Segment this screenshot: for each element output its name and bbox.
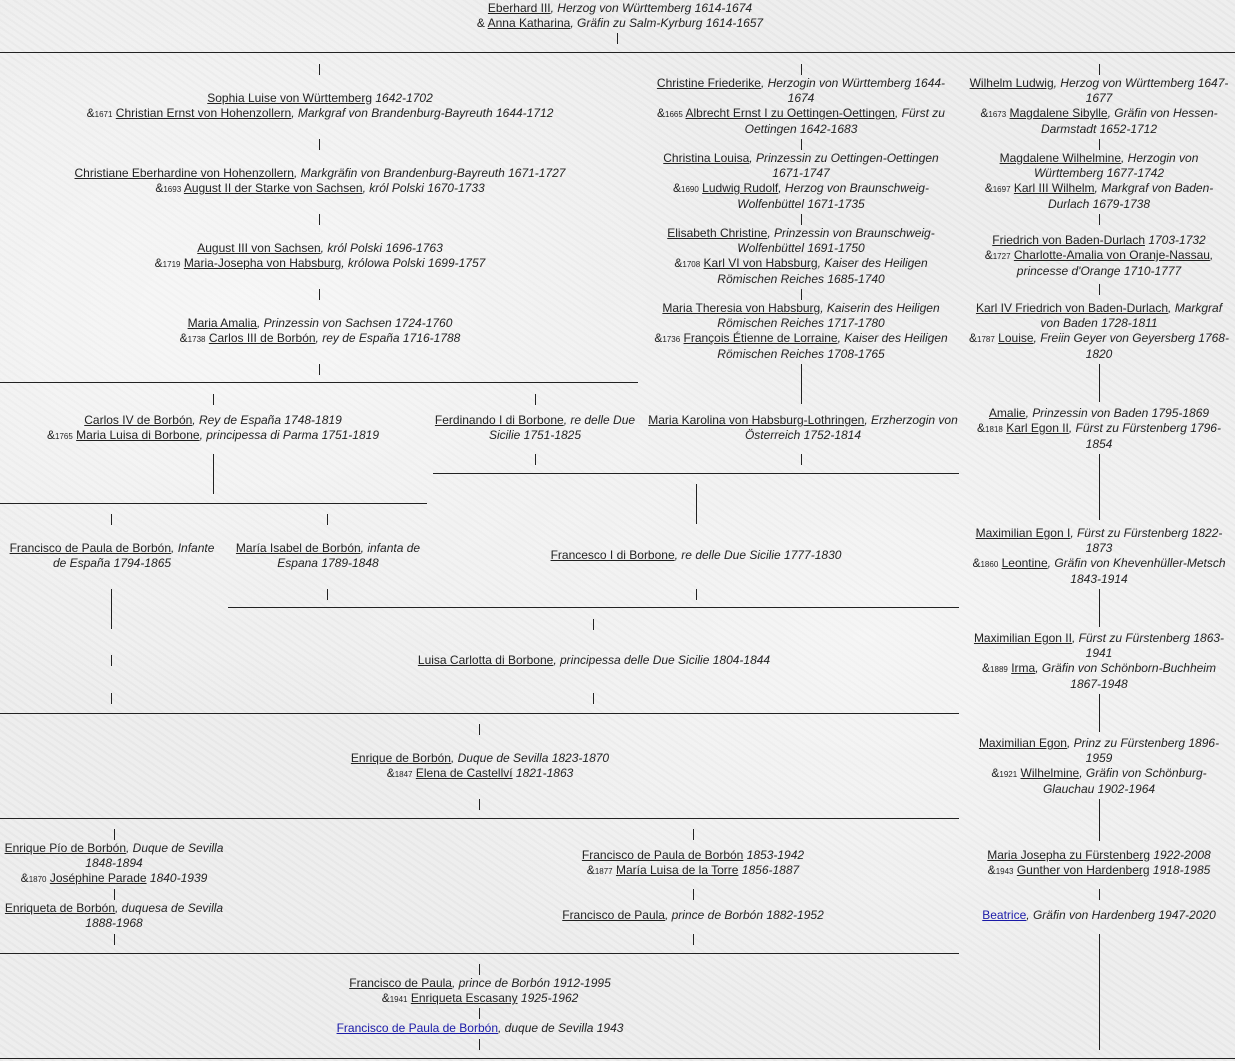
person-block: [228, 541, 428, 571]
person-link[interactable]: Francisco de Paula: [349, 976, 452, 990]
person-desc: 1918-1985: [1149, 863, 1211, 877]
marriage-symbol: &: [20, 871, 29, 885]
generation-divider: [0, 713, 959, 714]
generation-divider: [0, 382, 638, 383]
person-block: [650, 301, 952, 362]
marriage-year: 1889: [990, 665, 1008, 674]
person-block: [40, 166, 600, 197]
person-link[interactable]: Amalie: [988, 406, 1026, 420]
connector-line: [696, 484, 697, 524]
generation-divider: [0, 953, 959, 954]
person-link[interactable]: María Isabel de Borbón: [235, 541, 361, 555]
person-desc: , Infante de España 1794-1865: [52, 541, 215, 570]
person-link[interactable]: Luisa Carlotta di Borbone: [417, 653, 554, 667]
person-desc: , Prinzessin zu Oettingen-Oettingen 1671-1747: [749, 151, 939, 180]
person-block: [20, 413, 406, 444]
connector-line: [114, 889, 115, 900]
connector-line: [801, 364, 802, 404]
person-link[interactable]: Christine Friederike: [656, 76, 761, 90]
connector-line: [693, 889, 694, 900]
person-desc: , król Polski 1670-1733: [362, 181, 485, 195]
person-link[interactable]: Magdalene Sibylle: [1009, 106, 1108, 120]
person-desc: 1642-1702: [372, 91, 433, 105]
marriage-year: 1943: [995, 867, 1014, 876]
person-link[interactable]: Christiane Eberhardine von Hohenzollern: [74, 166, 294, 180]
person-link[interactable]: Karl Egon II: [1006, 421, 1069, 435]
marriage-symbol: &: [381, 991, 390, 1005]
marriage-year: 1708: [682, 260, 701, 269]
person-link[interactable]: Maria Josepha zu Fürstenberg: [987, 848, 1150, 862]
person-desc: 1821-1863: [512, 766, 574, 780]
person-link[interactable]: Maria Luisa di Borbone: [76, 428, 200, 442]
person-block: [968, 848, 1230, 879]
connector-line: [801, 289, 802, 300]
person-block: [650, 151, 952, 212]
person-desc: , duquesa de Sevilla 1888-1968: [85, 901, 224, 930]
person-link[interactable]: Maria Theresia von Habsburg: [662, 301, 821, 315]
person-link[interactable]: María Luisa de la Torre: [615, 863, 739, 877]
person-link[interactable]: August III von Sachsen: [197, 241, 321, 255]
person-link[interactable]: Maria-Josepha von Habsburg: [183, 256, 342, 270]
person-block-target: [290, 1021, 670, 1036]
connector-line: [319, 289, 320, 300]
connector-line: [327, 589, 328, 600]
generation-divider: [0, 503, 427, 504]
connector-line: [111, 655, 112, 666]
connector-line: [1099, 454, 1100, 520]
person-link[interactable]: Enrique Pío de Borbón: [4, 841, 126, 855]
person-desc: , Herzog von Braunschweig-Wolfenbüttel 1671-1735: [737, 181, 929, 211]
marriage-symbol: &: [386, 766, 395, 780]
person-desc: , Kaiserin des Heiligen Römischen Reiches 1717-1780: [717, 301, 940, 330]
person-block: [968, 76, 1230, 137]
connector-line: [1099, 284, 1100, 295]
person-block: [0, 901, 228, 931]
person-link[interactable]: Carlos III de Borbón: [208, 331, 316, 345]
marriage-year: 1787: [977, 335, 995, 344]
person-block: [968, 406, 1230, 452]
marriage-year: 1690: [681, 185, 699, 194]
person-link[interactable]: Enriqueta Escasany: [410, 991, 518, 1005]
generation-divider: [0, 52, 1235, 53]
connector-line: [693, 829, 694, 840]
person-block: [968, 233, 1230, 279]
person-desc: , Gräfin von Hessen-Darmstadt 1652-1712: [1040, 106, 1218, 136]
generation-divider: [0, 818, 959, 819]
generation-divider: [0, 1058, 1235, 1059]
person-link[interactable]: August II der Starke von Sachsen: [183, 181, 363, 195]
person-desc: 1853-1942: [743, 848, 805, 862]
connector-line: [213, 394, 214, 405]
connector-line: [319, 64, 320, 75]
person-desc: , Herzogin von Württemberg 1644-1674: [760, 76, 946, 105]
person-desc: , prince de Borbón 1912-1995: [451, 976, 611, 990]
person-desc: , principessa delle Due Sicilie 1804-1844: [553, 653, 771, 667]
person-link[interactable]: Christina Louisa: [663, 151, 750, 165]
connector-line: [1099, 934, 1100, 1050]
connector-line: [593, 693, 594, 704]
person-desc: , Erzherzogin von Österreich 1752-1814: [744, 413, 958, 442]
person-block-root: [440, 1, 800, 31]
person-desc: 1925-1962: [517, 991, 579, 1005]
person-desc: , Fürst zu Fürstenberg 1796-1854: [1068, 421, 1221, 451]
person-link-highlighted[interactable]: Francisco de Paula de Borbón: [336, 1021, 498, 1035]
marriage-symbol: &: [982, 661, 991, 675]
connector-line: [693, 934, 694, 945]
person-desc: , Gräfin von Schönborn-Buchheim 1867-1948: [1035, 661, 1216, 691]
connector-line: [479, 799, 480, 810]
person-link[interactable]: Maximilian Egon I: [975, 526, 1071, 540]
person-link[interactable]: Francesco I di Borbone: [550, 548, 675, 562]
marriage-year: 1877: [594, 867, 613, 876]
person-desc: , principessa di Parma 1751-1819: [199, 428, 379, 442]
person-link[interactable]: Francisco de Paula: [562, 908, 665, 922]
connector-line: [1099, 64, 1100, 75]
connector-line: [535, 454, 536, 465]
connector-line: [593, 619, 594, 630]
person-desc: , Gräfin zu Salm-Kyrburg 1614-1657: [570, 16, 764, 30]
person-desc: , Markgraf von Baden-Durlach 1679-1738: [1047, 181, 1214, 211]
person-desc: , Prinz zu Fürstenberg 1896-1959: [1066, 736, 1220, 765]
person-desc: , Rey de España 1748-1819: [192, 413, 342, 427]
connector-line: [1099, 589, 1100, 627]
person-desc: , Fürst zu Fürstenberg 1863-1941: [1071, 631, 1225, 660]
marriage-symbol: &: [47, 428, 56, 442]
person-desc: , Herzog von Württemberg 1614-1674: [550, 1, 753, 15]
person-link[interactable]: Carlos IV de Borbón: [84, 413, 193, 427]
person-link[interactable]: Anna Katharina: [487, 16, 571, 30]
person-block: [2, 541, 222, 571]
person-link[interactable]: Maria Karolina von Habsburg-Lothringen: [648, 413, 865, 427]
marriage-symbol: &: [984, 181, 993, 195]
marriage-year: 1727: [992, 252, 1011, 261]
person-desc: , Freiin Geyer von Geyersberg 1768-1820: [1033, 331, 1229, 361]
person-link[interactable]: Louise: [998, 331, 1034, 345]
person-link[interactable]: Karl VI von Habsburg: [703, 256, 818, 270]
marriage-symbol: &: [977, 421, 986, 435]
person-desc: , re delle Due Sicilie 1751-1825: [488, 413, 636, 442]
connector-line: [1099, 694, 1100, 732]
connector-line: [479, 964, 480, 975]
person-desc: , Kaiser des Heiligen Römischen Reiches 1685-1740: [717, 256, 928, 286]
person-link[interactable]: Maria Amalia: [187, 316, 257, 330]
person-desc: , Herzogin von Württemberg 1677-1742: [1033, 151, 1199, 180]
person-block: [60, 91, 580, 122]
person-link[interactable]: Elisabeth Christine: [667, 226, 768, 240]
person-desc: , re delle Due Sicilie 1777-1830: [674, 548, 842, 562]
connector-line: [1099, 889, 1100, 900]
connector-line: [1099, 799, 1100, 841]
person-link[interactable]: Maximilian Egon: [978, 736, 1067, 750]
connector-line: [617, 33, 618, 44]
connector-line: [114, 829, 115, 840]
connector-line: [1099, 139, 1100, 150]
person-block: [650, 226, 952, 287]
person-desc: , Gräfin von Khevenhüller-Metsch 1843-1914: [1047, 556, 1226, 586]
connector-line: [213, 454, 214, 494]
person-block: [496, 548, 896, 563]
person-block-target: [968, 908, 1230, 923]
person-block: [360, 653, 828, 668]
person-block: [968, 151, 1230, 212]
person-block: [520, 848, 866, 879]
person-link[interactable]: Karl IV Friedrich von Baden-Durlach: [975, 301, 1169, 315]
connector-line: [801, 454, 802, 465]
person-desc: , Fürst zu Oettingen 1642-1683: [744, 106, 945, 136]
person-block: [280, 751, 680, 782]
marriage-year: 1847: [394, 770, 413, 779]
person-link-highlighted[interactable]: Beatrice: [982, 908, 1027, 922]
generation-divider: [228, 607, 959, 608]
person-desc: , Prinzessin von Baden 1795-1869: [1025, 406, 1210, 420]
person-desc: 1922-2008: [1150, 848, 1211, 862]
person-link[interactable]: Eberhard III: [487, 1, 551, 15]
person-desc: , Markgräfin von Brandenburg-Bayreuth 1671-1727: [293, 166, 566, 180]
marriage-symbol: &: [654, 331, 663, 345]
person-link[interactable]: Wilhelm Ludwig: [969, 76, 1054, 90]
connector-line: [114, 934, 115, 945]
person-link[interactable]: Enrique de Borbón: [350, 751, 451, 765]
marriage-year: 1719: [162, 260, 181, 269]
person-desc: , Gräfin von Schönburg-Glauchau 1902-1964: [1042, 766, 1207, 796]
connector-line: [1099, 364, 1100, 402]
person-block: [430, 413, 640, 443]
connector-line: [1099, 214, 1100, 225]
person-desc: 1856-1887: [738, 863, 800, 877]
marriage-year: 1941: [389, 995, 408, 1004]
person-desc: , Duque de Sevilla 1848-1894: [85, 841, 224, 870]
generation-divider: [433, 473, 959, 474]
connector-line: [319, 139, 320, 150]
marriage-symbol: &: [987, 863, 996, 877]
person-desc: 1703-1732: [1145, 233, 1206, 247]
marriage-symbol: &: [586, 863, 595, 877]
person-desc: , duque de Sevilla 1943: [498, 1021, 624, 1035]
marriage-symbol: &: [969, 331, 978, 345]
marriage-symbol: &: [179, 331, 188, 345]
connector-line: [479, 1039, 480, 1050]
marriage-symbol: &: [154, 256, 163, 270]
person-link[interactable]: Irma: [1011, 661, 1036, 675]
person-line: [440, 1, 800, 16]
person-link[interactable]: François Étienne de Lorraine: [683, 331, 838, 345]
person-desc: , infanta de Espana 1789-1848: [277, 541, 421, 570]
person-link[interactable]: Wilhelmine: [1020, 766, 1080, 780]
person-link[interactable]: Friedrich von Baden-Durlach: [992, 233, 1145, 247]
person-link[interactable]: Francisco de Paula de Borbón: [581, 848, 744, 862]
connector-line: [535, 394, 536, 405]
spouse-line: [440, 16, 800, 31]
marriage-year: 1738: [187, 335, 206, 344]
marriage-year: 1665: [665, 110, 683, 119]
person-desc: , Gräfin von Hardenberg 1947-2020: [1026, 908, 1216, 922]
connector-line: [696, 589, 697, 600]
connector-line: [327, 514, 328, 525]
person-desc: 1840-1939: [146, 871, 208, 885]
person-desc: , Markgraf von Brandenburg-Bayreuth 1644-1712: [291, 106, 554, 120]
connector-line: [319, 364, 320, 375]
person-link[interactable]: Christian Ernst von Hohenzollern: [115, 106, 292, 120]
person-link[interactable]: Karl III Wilhelm: [1013, 181, 1095, 195]
marriage-symbol: &: [86, 106, 95, 120]
marriage-year: 1697: [992, 185, 1011, 194]
person-link[interactable]: Francisco de Paula de Borbón: [9, 541, 172, 555]
person-desc: , Prinzessin von Braunschweig-Wolfenbüttel 1691-1750: [737, 226, 935, 255]
person-link[interactable]: Ludwig Rudolf: [702, 181, 779, 195]
person-block: [100, 241, 540, 272]
person-link[interactable]: Maximilian Egon II: [973, 631, 1072, 645]
connector-line: [801, 64, 802, 75]
person-link[interactable]: Albrecht Ernst I zu Oettingen-Oettingen: [685, 106, 895, 120]
person-link[interactable]: Elena de Castellví: [415, 766, 513, 780]
person-link[interactable]: Gunther von Hardenberg: [1016, 863, 1150, 877]
marriage-year: 1860: [980, 560, 999, 569]
marriage-symbol: &: [657, 106, 666, 120]
connector-line: [801, 214, 802, 225]
connector-line: [801, 139, 802, 150]
person-block: [650, 76, 952, 137]
marriage-year: 1671: [94, 110, 113, 119]
marriage-year: 1673: [988, 110, 1007, 119]
marriage-symbol: &: [984, 248, 993, 262]
person-desc: , Kaiser des Heiligen Römischen Reiches 1708-1765: [717, 331, 948, 361]
person-desc: , prince de Borbón 1882-1952: [664, 908, 824, 922]
marriage-year: 1765: [55, 432, 73, 441]
marriage-symbol: &: [673, 181, 682, 195]
person-link[interactable]: Enriqueta de Borbón: [4, 901, 115, 915]
person-link[interactable]: Leontine: [1001, 556, 1048, 570]
person-desc: , Duque de Sevilla 1823-1870: [450, 751, 610, 765]
marriage-symbol: &: [476, 16, 488, 30]
marriage-year: 1870: [28, 875, 47, 884]
marriage-symbol: &: [155, 181, 164, 195]
person-desc: , Markgraf von Baden 1728-1811: [1040, 301, 1223, 330]
marriage-symbol: &: [980, 106, 989, 120]
connector-line: [479, 1008, 480, 1019]
connector-line: [319, 214, 320, 225]
marriage-year: 1818: [985, 425, 1003, 434]
person-desc: , Herzog von Württemberg 1647-1677: [1053, 76, 1229, 105]
connector-line: [111, 693, 112, 704]
person-block: [100, 316, 540, 347]
connector-line: [111, 589, 112, 629]
person-desc: , król Polski 1696-1763: [320, 241, 443, 255]
connector-line: [111, 514, 112, 525]
person-link[interactable]: Sophia Luise von Württemberg: [207, 91, 373, 105]
person-link[interactable]: Ferdinando I di Borbone: [434, 413, 564, 427]
connector-line: [479, 724, 480, 735]
person-block: [648, 413, 958, 443]
person-block: [968, 631, 1230, 692]
person-block: [520, 908, 866, 923]
marriage-year: 1921: [999, 770, 1018, 779]
marriage-symbol: &: [991, 766, 1000, 780]
marriage-year: 1693: [163, 185, 182, 194]
person-link[interactable]: Charlotte-Amalia von Oranje-Nassau: [1013, 248, 1210, 262]
person-block: [968, 736, 1230, 797]
person-block: [290, 976, 670, 1007]
person-link[interactable]: Magdalene Wilhelmine: [999, 151, 1122, 165]
person-block: [966, 526, 1232, 587]
person-block: [968, 301, 1230, 362]
marriage-symbol: &: [972, 556, 981, 570]
person-block: [0, 841, 228, 887]
marriage-year: 1736: [662, 335, 681, 344]
person-link[interactable]: Joséphine Parade: [49, 871, 147, 885]
person-desc: , królowa Polski 1699-1757: [341, 256, 486, 270]
person-desc: , Fürst zu Fürstenberg 1822-1873: [1070, 526, 1223, 555]
person-desc: , Prinzessin von Sachsen 1724-1760: [256, 316, 453, 330]
person-desc: , princesse d'Orange 1710-1777: [1016, 248, 1214, 278]
marriage-symbol: &: [674, 256, 683, 270]
person-desc: , rey de España 1716-1788: [315, 331, 461, 345]
